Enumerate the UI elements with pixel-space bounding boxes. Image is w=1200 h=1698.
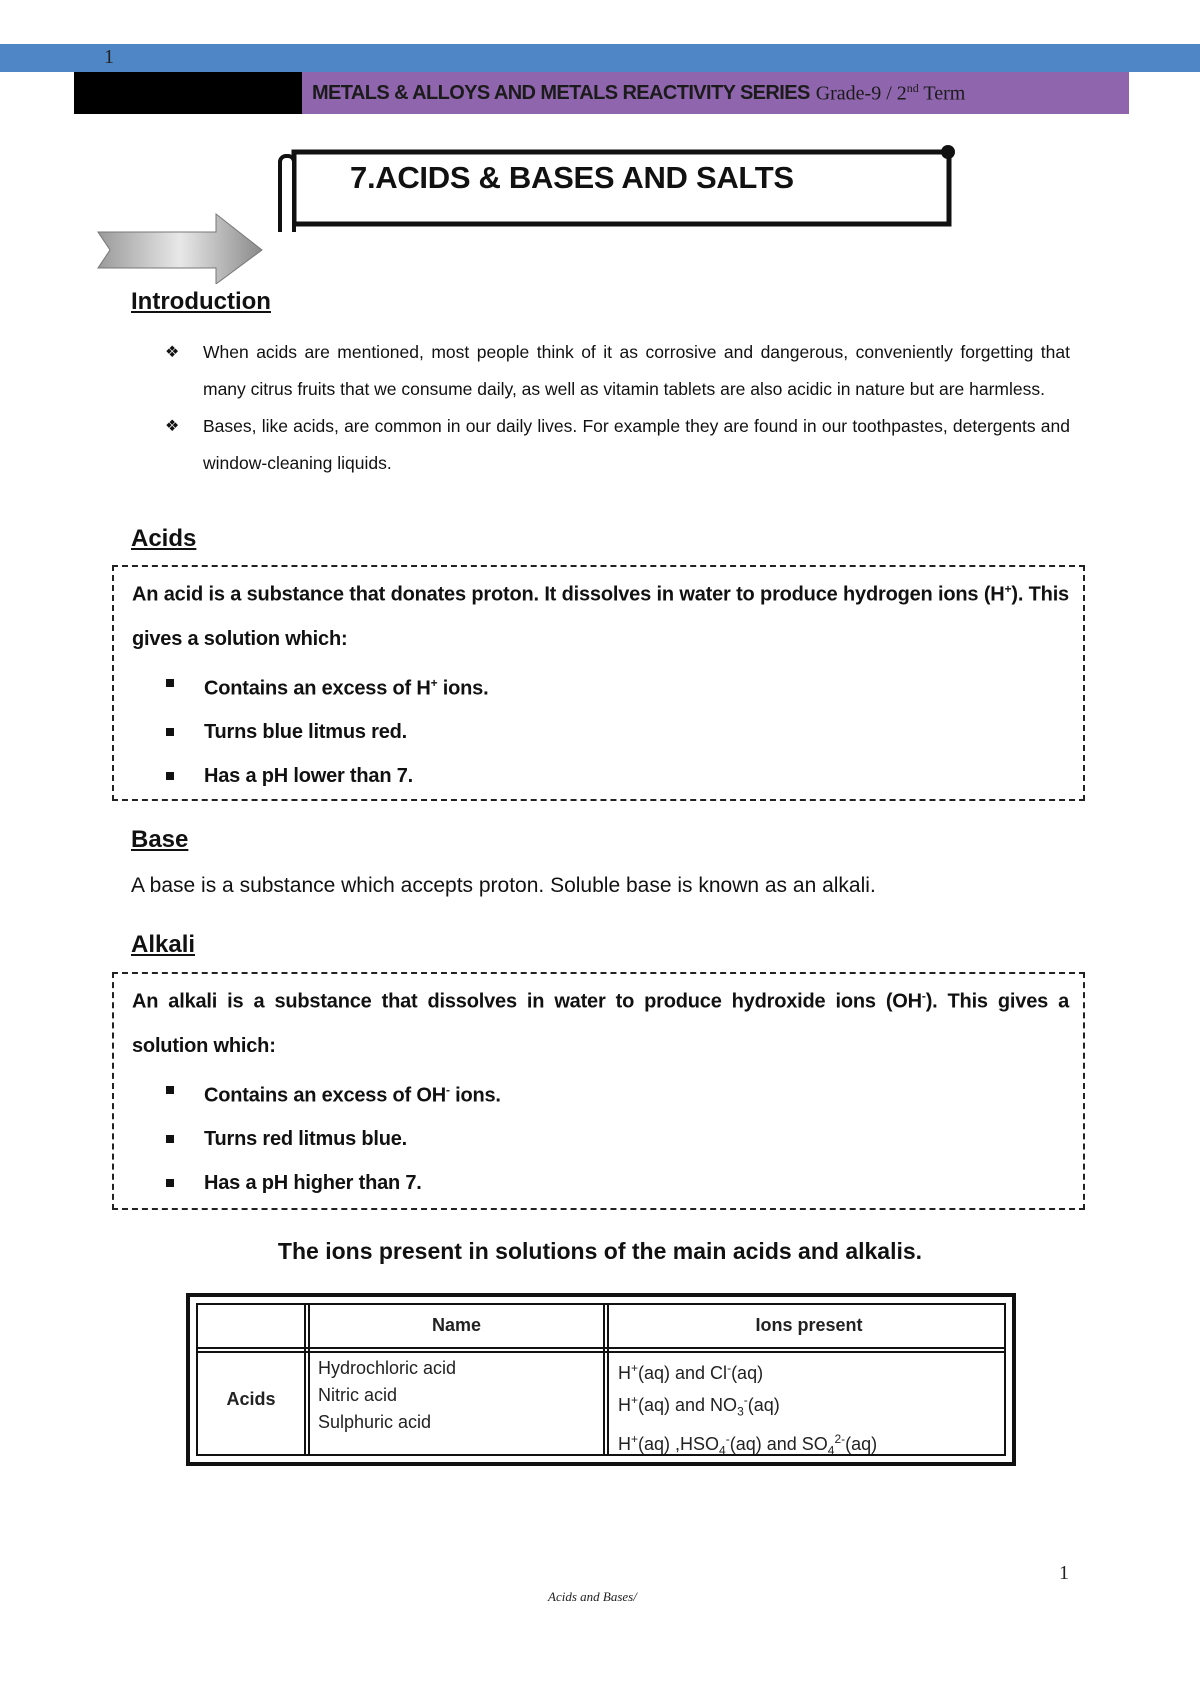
table-title: The ions present in solutions of the main acids and alkalis.: [277, 1238, 923, 1264]
ions-table-inner: [196, 1303, 1006, 1456]
alkali-heading: Alkali: [131, 931, 196, 958]
column-header-ions: Ions present: [755, 1315, 863, 1335]
ions-table: [186, 1293, 1016, 1466]
square-bullet-icon: [166, 1179, 174, 1187]
diamond-bullet-icon: ❖: [165, 418, 180, 435]
ions-present-cell: [618, 1355, 877, 1464]
square-bullet-icon: [166, 772, 174, 780]
list-item: ❖ When acids are mentioned, most people think of it as corrosive and dangerous, conveniently forgetting that many citrus fruits that we consume daily, as well as vitamin tablets are also acidic in nature but are harmless.: [165, 334, 1070, 408]
acids-definition: An acid is a substance that donates proton. It dissolves in water to produce hydrogen ions (H+). This gives a solution which:: [132, 582, 1069, 650]
list-item: Turns red litmus blue.: [166, 1117, 1083, 1161]
alkali-definition-box: [112, 972, 1085, 1210]
acids-heading: Acids: [131, 525, 197, 552]
footer-page-number: 1: [1059, 1562, 1069, 1584]
header-page-number: 1: [104, 46, 114, 68]
top-color-band: [0, 44, 1200, 72]
list-item: Contains an excess of H+ ions.: [166, 661, 1083, 711]
square-bullet-icon: [166, 1086, 174, 1094]
table-cell: Hydrochloric acid: [318, 1358, 457, 1378]
table-cell: Sulphuric acid: [318, 1412, 432, 1432]
list-item: Has a pH lower than 7.: [166, 754, 1083, 798]
diamond-bullet-icon: ❖: [165, 344, 180, 361]
header-title-bold: METALS & ALLOYS AND METALS REACTIVITY SERIES: [312, 81, 810, 104]
alkali-properties-list: [114, 1068, 1083, 1206]
column-header-name: Name: [431, 1315, 482, 1335]
header-black-block: [74, 72, 302, 114]
introduction-heading: Introduction: [131, 288, 271, 315]
introduction-list: [165, 334, 1070, 482]
acids-definition-box: [112, 565, 1085, 801]
footer-text: Acids and Bases/: [548, 1589, 637, 1604]
list-item: Turns blue litmus red.: [166, 710, 1083, 754]
table-cell: H+(aq) and $NO_3^-(aq)$: [618, 1393, 780, 1419]
chapter-title: 7.ACIDS & BASES AND SALTS: [350, 160, 794, 195]
list-item: Contains an excess of OH- ions.: [166, 1068, 1083, 1118]
table-cell: Nitric acid: [318, 1385, 398, 1405]
list-item: Has a pH higher than 7.: [166, 1161, 1083, 1205]
acids-properties-list: [114, 661, 1083, 799]
alkali-definition: An alkali is a substance that dissolves in water to produce hydroxide ions (OH-). This gives a solution which:: [132, 989, 1069, 1057]
table-divider: [198, 1347, 1004, 1353]
square-bullet-icon: [166, 679, 174, 687]
acid-names-cell: [318, 1355, 456, 1436]
row-label-acids: Acids: [226, 1389, 276, 1409]
square-bullet-icon: [166, 728, 174, 736]
arrow-right-icon: [96, 212, 266, 284]
base-definition: A base is a substance which accepts proton. Soluble base is known as an alkali.: [131, 874, 876, 897]
table-cell: H+(aq) and Cl-(aq): [618, 1361, 764, 1383]
base-heading: Base: [131, 826, 189, 853]
list-item: ❖ Bases, like acids, are common in our daily lives. For example they are found in our toothpastes, detergents and window-cleaning liquids.: [165, 408, 1070, 482]
table-cell: H+(aq) $,HSO_4^-(aq)$ and $SO_4^{2-}(aq)$: [618, 1431, 878, 1458]
header-grade: Grade-9 / 2nd Term: [815, 80, 966, 105]
header-title-bar: [302, 72, 1129, 114]
square-bullet-icon: [166, 1135, 174, 1143]
